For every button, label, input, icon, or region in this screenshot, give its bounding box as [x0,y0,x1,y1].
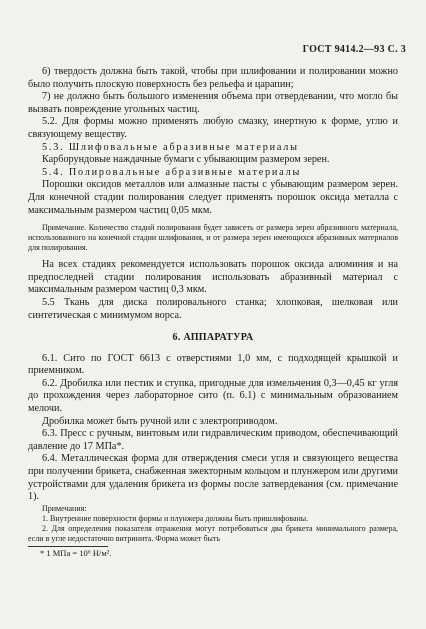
paragraph-6-4: 6.4. Металлическая форма для отверждения смеси угля и связующего вещества при получении брикета, снабженная эжекторным кольцом и плунжером или другими устройствами для удаления брикета из формы после затвердевания (см. примечание 1). [28,453,398,503]
paragraph-all-stages: На всех стадиях рекомендуется использовать порошок оксида алюминия и на предпоследней стадии полирования использовать абразивный материал с максимальным размером частиц 0,3 мкм. [28,259,398,296]
paragraph-item-7: 7) не должно быть большого изменения объема при отвердевании, что могло бы вызвать повреждение угольных частиц. [28,91,398,115]
paragraph-5-2: 5.2. Для формы можно применять любую смазку, инертную к форме, углю и связующему веществу. [28,116,398,140]
paragraph-6-3: 6.3. Пресс с ручным, винтовым или гидравлическим приводом, обеспечивающий давление до 17 МПа*. [28,428,398,452]
note-2: 2. Для определения показателя отражения могут потребоваться два брикета минимального размера, если в угле недостаточно витринита. Форма может быть [28,523,398,543]
paragraph-5-4-text: Порошки оксидов металлов или алмазные пасты с убывающим размером зерен. Для конечной стадии полирования следует применять порошок оксида металла с максимальным размером частиц 0,05 мкм. [28,179,398,216]
paragraph-item-6: 6) твердость должна быть такой, чтобы при шлифовании и полировании можно было получить плоскую поверхность без рельефа и царапин; [28,66,398,90]
notes-title: Примечания: [42,503,87,513]
heading-5-4: 5.4. Полировальные абразивные материалы [42,166,302,178]
note-1: 1. Внутренние поверхности формы и плунжера должны быть пришлифованы. [42,513,309,523]
notes-block [28,504,398,544]
paragraph-crusher-drive: Дробилка может быть ручной или с электроприводом. [42,415,278,427]
section-title: 6. АППАРАТУРА [172,332,254,344]
document-body [28,66,398,558]
paragraph-6-1: 6.1. Сито по ГОСТ 6613 с отверстиями 1,0 мм, с подходящей крышкой и приемником. [28,352,398,377]
page-header: ГОСТ 9414.2—93 С. 3 [302,44,406,55]
note-polishing-stages: Примечание. Количество стадий полирования будет зависеть от размера зерен абразивного материала, использованного на конечной стадии шлифования, и от размера зерен имеющихся абразивных материалов для полирования. [28,223,398,253]
paragraph-6-2: 6.2. Дробилка или пестик и ступка, пригодные для измельчения 0,3—0,45 кг угля до прохождения через лабораторное сито (п. 6.1) с минимальным образованием мелочи. [28,377,398,415]
footnote: * 1 МПа = 10⁶ Н/м². [40,547,112,558]
footnote-divider [28,546,108,547]
paragraph-5-5: 5.5 Ткань для диска полировального станка; хлопковая, шелковая или синтетическая с минимумом ворса. [28,296,398,321]
paragraph-5-3-text: Карборундовые наждачные бумаги с убывающим размером зерен. [42,154,330,166]
heading-5-3: 5.3. Шлифовальные абразивные материалы [42,141,299,153]
